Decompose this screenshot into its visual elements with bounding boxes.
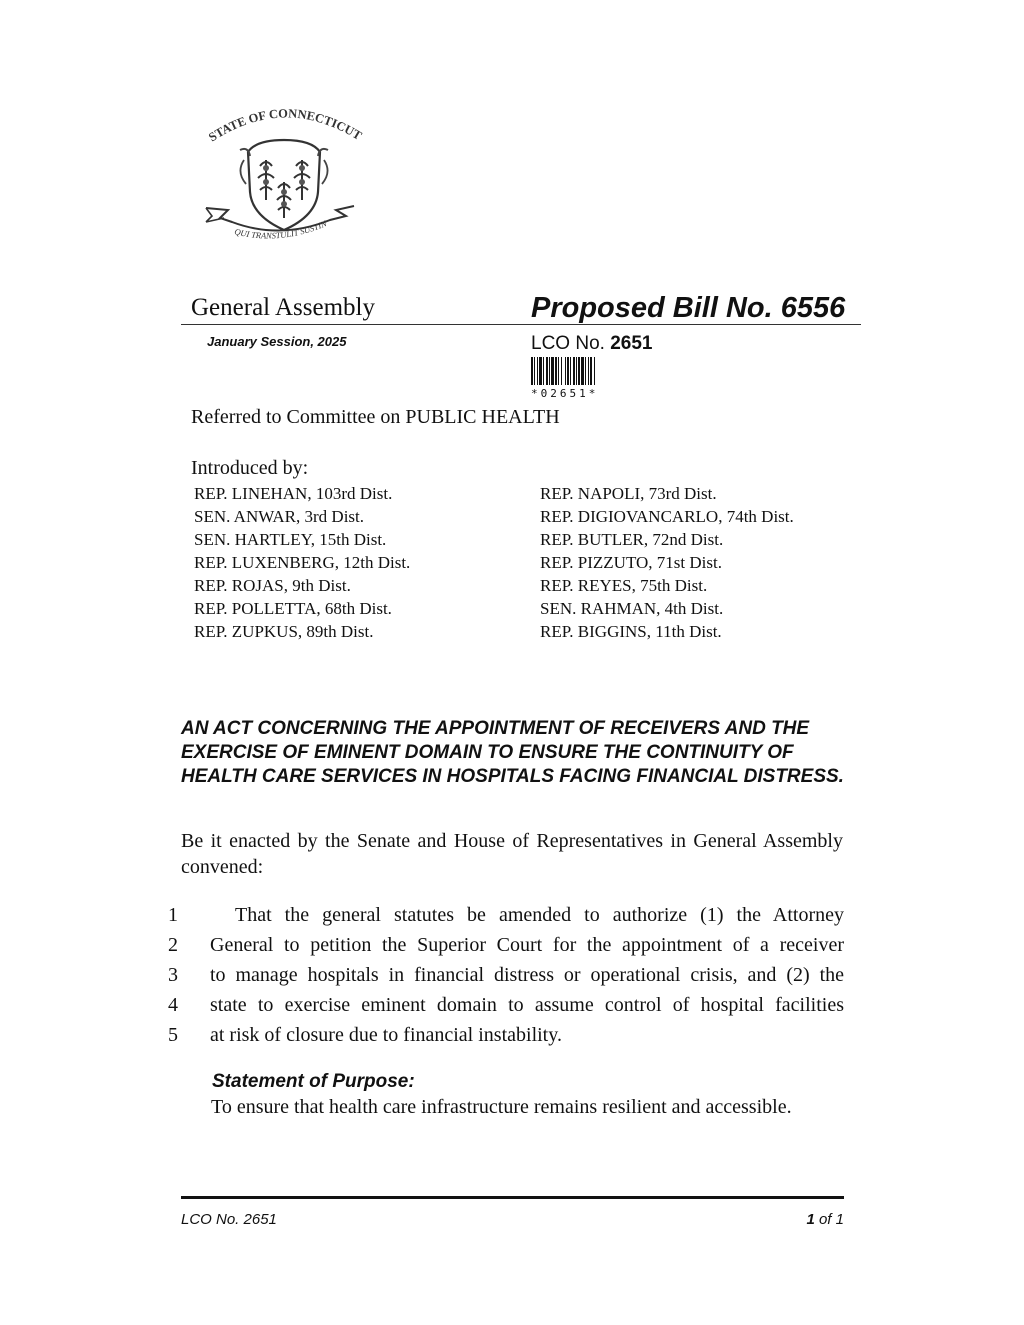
bill-line <box>168 960 844 990</box>
barcode-bar <box>581 357 584 385</box>
seal-motto-text: QUI TRANSTULIT SUSTIN <box>233 218 328 241</box>
sponsor: REP. DIGIOVANCARLO, 74th Dist. <box>540 507 794 526</box>
line-text: That the general statutes be amended to authorize (1) the Attorney <box>235 904 844 926</box>
bill-line <box>168 930 844 960</box>
barcode-bar <box>576 357 577 385</box>
barcode-bar <box>537 357 538 385</box>
sponsors-left-column <box>194 482 410 643</box>
line-number: 4 <box>168 994 178 1016</box>
bill-body <box>168 900 844 1050</box>
bill-line <box>168 900 844 930</box>
state-seal <box>198 100 370 262</box>
barcode-bar <box>546 357 548 385</box>
committee-referral: Referred to Committee on PUBLIC HEALTH <box>191 406 560 428</box>
page-current: 1 <box>806 1211 815 1228</box>
sponsors-right-column <box>540 482 794 643</box>
general-assembly-label: General Assembly <box>191 294 375 321</box>
statement-of-purpose-text: To ensure that health care infrastructure remains resilient and accessible. <box>211 1096 792 1118</box>
lco-label: LCO No. <box>531 333 605 354</box>
barcode-bar <box>578 357 580 385</box>
statement-of-purpose-label: Statement of Purpose: <box>212 1071 415 1092</box>
sponsor: SEN. ANWAR, 3rd Dist. <box>194 507 365 526</box>
barcode-bar <box>585 357 586 385</box>
sponsor: REP. REYES, 75th Dist. <box>540 576 708 595</box>
barcode-bar <box>555 357 557 385</box>
seal-graphic <box>198 100 370 262</box>
barcode-bar <box>573 357 575 385</box>
introduced-by-label: Introduced by: <box>191 457 309 479</box>
barcode-bar <box>543 357 544 385</box>
line-text: state to exercise eminent domain to assume control of hospital facilities <box>210 994 844 1016</box>
barcode-bar <box>561 357 562 385</box>
enacting-clause: Be it enacted by the Senate and House of Representatives in General Assembly convened: <box>181 830 843 878</box>
barcode-bar <box>567 357 569 385</box>
sponsor: REP. LUXENBERG, 12th Dist. <box>194 553 411 572</box>
line-text: General to petition the Superior Court for the appointment of a receiver <box>210 934 844 956</box>
barcode-bar <box>570 357 571 385</box>
seal-banner-text: STATE OF CONNECTICUT <box>206 106 365 145</box>
session-label: January Session, 2025 <box>207 334 347 349</box>
page-total: of 1 <box>818 1211 844 1228</box>
footer-page-indicator <box>806 1211 844 1228</box>
barcode-bar <box>549 357 550 385</box>
barcode <box>531 357 626 385</box>
bill-title: Proposed Bill No. 6556 <box>531 292 846 324</box>
line-text: to manage hospitals in financial distress or operational crisis, and (2) the <box>210 964 844 986</box>
sponsor: REP. NAPOLI, 73rd Dist. <box>540 484 717 503</box>
sponsor: SEN. RAHMAN, 4th Dist. <box>540 599 724 618</box>
footer-divider <box>181 1196 844 1199</box>
barcode-bar <box>588 357 589 385</box>
line-text: at risk of closure due to financial instability. <box>210 1024 562 1046</box>
sponsor: SEN. HARTLEY, 15th Dist. <box>194 530 387 549</box>
header-divider <box>181 324 861 325</box>
lco-value: 2651 <box>610 333 653 354</box>
lco-number <box>531 333 652 355</box>
sponsor: REP. LINEHAN, 103rd Dist. <box>194 484 393 503</box>
barcode-bar <box>531 357 533 385</box>
line-number: 1 <box>168 904 178 926</box>
barcode-bar <box>539 357 542 385</box>
barcode-graphic <box>531 357 626 385</box>
barcode-bar <box>594 357 595 385</box>
line-number: 3 <box>168 964 178 986</box>
barcode-bar <box>590 357 592 385</box>
sponsor: REP. POLLETTA, 68th Dist. <box>194 599 392 618</box>
line-number: 2 <box>168 934 178 956</box>
bill-line <box>168 1020 844 1050</box>
barcode-text: *02651* <box>531 387 599 400</box>
act-title: AN ACT CONCERNING THE APPOINTMENT OF RECEIVERS AND THE EXERCISE OF EMINENT DOMAIN TO ENSURE THE CONTINUITY OF HEALTH CARE SERVICES IN HOSPITALS FACING FINANCIAL DISTRESS. <box>181 718 844 787</box>
sponsor: REP. ROJAS, 9th Dist. <box>194 576 351 595</box>
bill-line <box>168 990 844 1020</box>
sponsor: REP. BUTLER, 72nd Dist. <box>540 530 724 549</box>
barcode-bar <box>551 357 554 385</box>
barcode-bar <box>565 357 566 385</box>
footer-lco-number: LCO No. 2651 <box>181 1211 277 1228</box>
barcode-bar <box>534 357 535 385</box>
line-number: 5 <box>168 1024 178 1046</box>
sponsor: REP. ZUPKUS, 89th Dist. <box>194 622 374 641</box>
barcode-bar <box>558 357 559 385</box>
sponsor: REP. PIZZUTO, 71st Dist. <box>540 553 722 572</box>
sponsor: REP. BIGGINS, 11th Dist. <box>540 622 722 641</box>
